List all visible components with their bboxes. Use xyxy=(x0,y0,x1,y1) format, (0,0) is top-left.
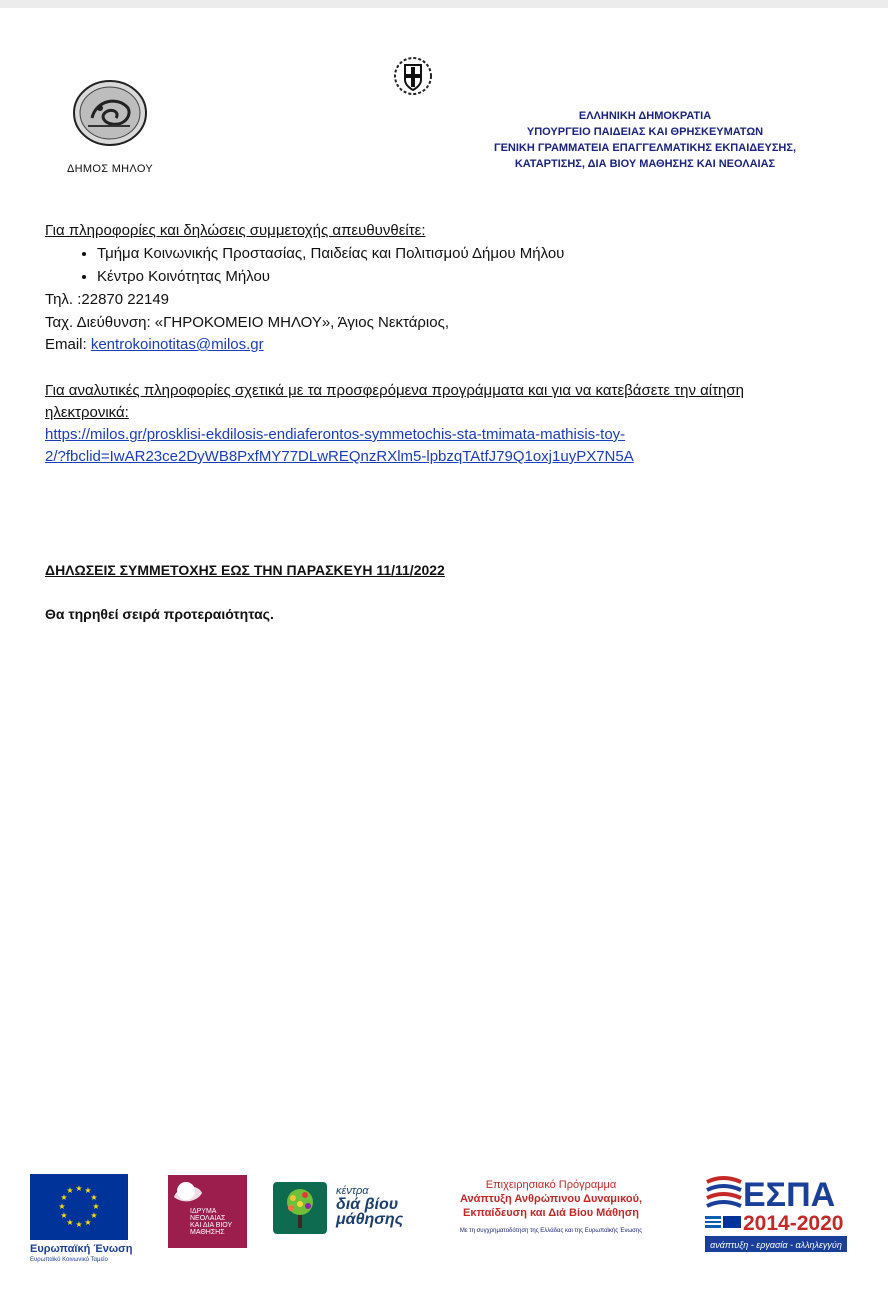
espa-years: 2014-2020 xyxy=(743,1212,844,1235)
programs-url-link-cont[interactable]: 2/?fbclid=IwAR23ce2DyWB8PxfMY77DLwREQnzRXlm5-lpbzqTAtfJ79Q1oxj1uyPX7N5A xyxy=(45,448,634,465)
inedivim-line: ΝΕΟΛΑΙΑΣ xyxy=(190,1215,226,1222)
eu-subtitle: Ευρωπαϊκό Κοινωνικό Ταμείο xyxy=(30,1257,108,1263)
list-item: • Τμήμα Κοινωνικής Προστασίας, Παιδείας και Πολιτισμού Δήμου Μήλου xyxy=(97,242,564,265)
svg-text:★: ★ xyxy=(90,1211,98,1220)
ep-line2: Ανάπτυξη Ανθρώπινου Δυναμικού, xyxy=(459,1193,643,1205)
email-line xyxy=(45,334,264,356)
programs-heading: Για αναλυτικές πληροφορίες σχετικά με τα προσφερόμενα προγράμματα και για να κατεβάσετε την αίτηση xyxy=(45,382,744,399)
ep-line3: Εκπαίδευση και Διά Βίου Μάθηση xyxy=(462,1207,640,1219)
contact-heading: Για πληροφορίες και δηλώσεις συμμετοχής απευθυνθείτε: xyxy=(45,222,426,239)
kdvm-line3: μάθησης xyxy=(336,1211,404,1228)
kdvm-line1: κέντρα xyxy=(336,1185,369,1197)
operational-programme xyxy=(420,1178,682,1234)
deadline-notice: ΔΗΛΩΣΕΙΣ ΣΥΜΜΕΤΟΧΗΣ ΕΩΣ ΤΗΝ ΠΑΡΑΣΚΕΥΗ 11/11/2022 xyxy=(45,562,445,578)
svg-text:★: ★ xyxy=(90,1193,98,1202)
programs-heading-cont: ηλεκτρονικά: xyxy=(45,404,129,421)
espa-tagline: ανάπτυξη - εργασία - αλληλεγγύη xyxy=(710,1240,842,1250)
programs-url-cont xyxy=(45,446,634,468)
inedivim-line: ΙΔΡΥΜΑ xyxy=(190,1208,217,1215)
top-bar xyxy=(0,0,888,8)
priority-notice: Θα τηρηθεί σειρά προτεραιότητας. xyxy=(45,606,274,622)
svg-text:★: ★ xyxy=(92,1202,100,1211)
greek-emblem-icon xyxy=(393,56,433,96)
inedivim-line: ΚΑΙ ΔΙΑ ΒΙΟΥ xyxy=(190,1222,233,1229)
ep-line4: Με τη συγχρηματοδότηση της Ελλάδας και της Ευρωπαϊκής Ένωσης xyxy=(459,1228,643,1234)
svg-text:★: ★ xyxy=(58,1202,66,1211)
svg-text:★: ★ xyxy=(60,1193,68,1202)
ministry-line: ΕΛΛΗΝΙΚΗ ΔΗΜΟΚΡΑΤΙΑ xyxy=(578,110,712,122)
svg-text:★: ★ xyxy=(75,1220,83,1229)
address-line: Ταχ. Διεύθυνση: «ΓΗΡΟΚΟΜΕΙΟ ΜΗΛΟΥ», Άγιος Νεκτάριος, xyxy=(45,314,450,331)
contact-list xyxy=(45,242,564,288)
svg-text:★: ★ xyxy=(84,1218,92,1227)
espa-logo xyxy=(703,1172,853,1256)
kdvm-text xyxy=(336,1186,403,1227)
espa-title: ΕΣΠΑ xyxy=(743,1176,836,1214)
municipality-name: ΔΗΜΟΣ ΜΗΛΟΥ xyxy=(67,163,153,175)
ministry-line: ΥΠΟΥΡΓΕΙΟ ΠΑΙΔΕΙΑΣ ΚΑΙ ΘΡΗΣΚΕΥΜΑΤΩΝ xyxy=(526,126,764,138)
svg-text:★: ★ xyxy=(60,1211,68,1220)
svg-text:★: ★ xyxy=(66,1218,74,1227)
email-label: Email: xyxy=(45,336,91,353)
tree-icon xyxy=(273,1182,327,1234)
ministry-line: ΓΕΝΙΚΗ ΓΡΑΜΜΑΤΕΙΑ ΕΠΑΓΓΕΛΜΑΤΙΚΗΣ ΕΚΠΑΙΔΕΥΣΗΣ, xyxy=(493,142,797,154)
programs-url xyxy=(45,424,625,446)
ministry-header xyxy=(440,108,850,172)
email-link[interactable]: kentrokoinotitas@milos.gr xyxy=(90,336,264,353)
ministry-line: ΚΑΤΑΡΤΙΣΗΣ, ΔΙΑ ΒΙΟΥ ΜΑΘΗΣΗΣ ΚΑΙ ΝΕΟΛΑΙΑΣ xyxy=(514,158,776,170)
phone-line: Τηλ. :22870 22149 xyxy=(45,291,169,308)
eu-flag-icon xyxy=(30,1174,128,1240)
kdvm-line2: διά βίου xyxy=(336,1196,399,1213)
eu-title: Ευρωπαϊκή Ένωση xyxy=(30,1243,133,1255)
programs-url-link[interactable]: https://milos.gr/prosklisi-ekdilosis-endiaferontos-symmetochis-sta-tmimata-mathisis-toy- xyxy=(45,426,626,443)
inedivim-text xyxy=(190,1208,246,1236)
ep-line1: Επιχειρησιακό Πρόγραμμα xyxy=(485,1179,617,1191)
inedivim-line: ΜΑΘΗΣΗΣ xyxy=(190,1229,225,1236)
milos-coin-logo xyxy=(70,78,150,148)
inedivim-logo xyxy=(168,1175,247,1248)
svg-text:★: ★ xyxy=(75,1184,83,1193)
svg-text:★: ★ xyxy=(66,1186,74,1195)
svg-text:★: ★ xyxy=(84,1186,92,1195)
list-item: • Κέντρο Κοινότητας Μήλου xyxy=(97,265,564,288)
